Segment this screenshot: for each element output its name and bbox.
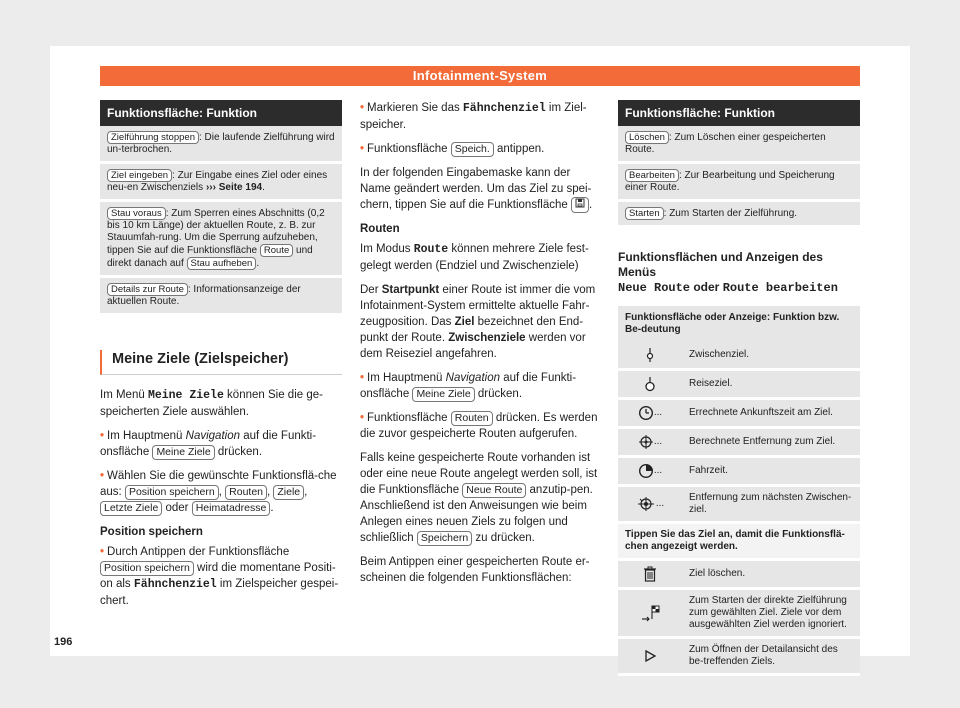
start-button-ref: Starten: [625, 207, 664, 220]
start-navigation-icon: [640, 608, 660, 619]
bullet-item: • Funktionsfläche Routen drücken. Es werden die zuvor gespeicherte Routen aufgerufen.: [360, 412, 598, 440]
waypoint-distance-icon: [636, 499, 656, 510]
table-row: [100, 163, 342, 201]
right-column: [618, 100, 860, 676]
edit-button-ref: Bearbeiten: [625, 169, 679, 182]
page-header: Infotainment-System: [100, 66, 860, 86]
table-row: Starten : Zum Starten der Zielführung.: [618, 201, 860, 227]
table-row: [618, 589, 860, 638]
route-button-ref: Route: [260, 244, 293, 257]
play-icon: [643, 651, 657, 662]
table-header: Funktionsfläche: Funktion: [100, 100, 342, 126]
timer-icon: [638, 466, 654, 477]
save-position-button-ref: Position speichern: [100, 561, 194, 576]
row-text: Zwischenziel.: [682, 342, 860, 370]
delete-button-ref: Löschen: [625, 131, 669, 144]
bullet-item: • Durch Antippen der Funktionsfläche Position speichern wird die momentane Positi-on als Fähnchenziel im Zielspeicher gespei-chert.: [100, 546, 339, 607]
ellipsis: ...: [653, 465, 663, 476]
enter-destination-button-ref: Ziel eingeben: [107, 169, 172, 182]
table-row: [618, 399, 860, 428]
ellipsis: ...: [655, 498, 665, 509]
row-text: : Zur Eingabe eines Ziel oder eines neu-en Zwischenziels: [107, 170, 328, 193]
routes-button-ref: Routen: [451, 411, 493, 426]
my-destinations-button-ref: Meine Ziele: [412, 387, 474, 402]
row-text: und direkt danach auf: [107, 245, 313, 269]
paragraph: Im Modus Route können mehrere Ziele fest-gelegt werden (Endziel und Zwischenziele): [360, 243, 589, 272]
stop-guidance-button-ref: Zielführung stoppen: [107, 131, 199, 144]
table-row: [618, 428, 860, 457]
table-row: [100, 277, 342, 315]
ellipsis: ...: [653, 436, 663, 447]
subheading: Routen: [360, 223, 400, 235]
row-text: .: [256, 258, 260, 269]
bullet-item: • Im Hauptmenü Navigation auf die Funkti-onsfläche Meine Ziele drücken.: [100, 430, 317, 458]
table-row: [100, 201, 342, 277]
row-text: : Informationsanzeige der aktuellen Route.: [107, 284, 301, 307]
destinations-button-ref: Ziele: [273, 485, 304, 500]
table-header: Funktionsfläche oder Anzeige: Funktion bzw. Be-deutung: [618, 306, 860, 342]
row-text: : Zum Sperren eines Abschnitts (0,2 bis 10 km Länge) der aktuellen Route, z. B. zur Stauumfah-rung. Um die Sperrung aufzuheben, tippen Sie auf die Funktionsfläche: [107, 208, 325, 256]
row-text: Fahrzeit.: [682, 457, 860, 486]
section-heading: Meine Ziele (Zielspeicher): [100, 350, 342, 375]
paragraph: In der folgenden Eingabemaske kann der Name geändert werden. Um das Ziel zu spei-chern, tippen Sie auf die Funktionsfläche .: [360, 167, 593, 211]
paragraph: Beim Antippen einer gespeicherten Route er-scheinen die folgenden Funktionsflächen:: [360, 556, 590, 584]
row-text: Errechnete Ankunftszeit am Ziel.: [682, 399, 860, 428]
function-table-right: [618, 100, 860, 228]
row-text: Entfernung zum nächsten Zwischen-ziel.: [682, 486, 860, 523]
left-column: [100, 100, 342, 617]
meine-ziele-text: [100, 387, 342, 609]
last-destinations-button-ref: Letzte Ziele: [100, 501, 162, 516]
trash-icon: [642, 569, 658, 580]
page-number: 196: [54, 636, 73, 648]
save-button-ref: Speichern: [417, 531, 472, 546]
middle-column: [360, 100, 602, 594]
table-row: [618, 342, 860, 370]
clock-icon: [638, 408, 654, 419]
table-header: Funktionsfläche: Funktion: [618, 100, 860, 126]
table-row: [618, 560, 860, 589]
row-text: : Die laufende Zielführung wird un-terbrochen.: [107, 132, 335, 155]
bullet-item: • Funktionsfläche Speich. antippen.: [360, 143, 545, 155]
paragraph: Der Startpunkt einer Route ist immer die vom Infotainment-System ermittelte aktuelle Fahr-zeugposition. Das Ziel bezeichnet den End-punkt der Route. Zwischenziele werden vor dem Reiseziel angefahren.: [360, 284, 596, 360]
row-text: Reiseziel.: [682, 370, 860, 399]
table-row: Bearbeiten : Zur Bearbeitung und Speicherung einer Route.: [618, 163, 860, 201]
row-text: .: [262, 182, 265, 193]
bullet-item: • Im Hauptmenü Navigation auf die Funkti-onsfläche Meine Ziele drücken.: [360, 372, 577, 400]
table-row: [618, 457, 860, 486]
route-details-button-ref: Details zur Route: [107, 283, 188, 296]
function-table-left: [100, 100, 342, 316]
paragraph: Im Menü Meine Ziele können Sie die ge-speicherten Ziele auswählen.: [100, 389, 323, 418]
bullet-item: • Wählen Sie die gewünschte Funktionsflä-che aus: Position speichern , Routen , Ziele , Letzte Ziele oder Heimatadresse .: [100, 470, 337, 514]
clear-traffic-button-ref: Stau aufheben: [187, 257, 257, 270]
table-subheader: Tippen Sie das Ziel an, damit die Funktionsflä-chen angezeigt werden.: [618, 523, 860, 560]
table-row: [618, 638, 860, 675]
home-address-button-ref: Heimatadresse: [192, 501, 271, 516]
table-row: [618, 370, 860, 399]
subheading: Position speichern: [100, 526, 203, 538]
row-text: Berechnete Entfernung zum Ziel.: [682, 428, 860, 457]
icons-table: [618, 306, 860, 676]
destination-icon: [643, 379, 657, 390]
save-position-button-ref: Position speichern: [125, 485, 219, 500]
table-row: [100, 126, 342, 163]
ellipsis: ...: [653, 407, 663, 418]
row-text: Ziel löschen.: [682, 560, 860, 589]
row-text: Zum Öffnen der Detailansicht des be-treffenden Ziels.: [682, 638, 860, 675]
icons-section-title: Funktionsflächen und Anzeigen des Menüs Neue Route oder Route bearbeiten: [618, 250, 838, 295]
bullet-item: • Markieren Sie das Fähnchenziel im Ziel-speicher.: [360, 102, 587, 131]
save-icon: [571, 197, 589, 213]
new-route-button-ref: Neue Route: [462, 483, 526, 498]
my-destinations-button-ref: Meine Ziele: [152, 445, 214, 460]
table-row: Löschen : Zum Löschen einer gespeicherten Route.: [618, 126, 860, 163]
waypoint-icon: [644, 350, 656, 361]
distance-icon: [638, 437, 654, 448]
paragraph: Falls keine gespeicherte Route vorhanden ist oder eine neue Route angelegt werden soll, ist die Funktionsfläche Neue Route anzutip-pen. Anschließend ist den Anweisungen wie beim Anlegen eines neuen Ziels zu folgen und schließlich Speichern zu drücken.: [360, 452, 598, 544]
traffic-ahead-button-ref: Stau voraus: [107, 207, 166, 220]
save-button-ref: Speich.: [451, 142, 494, 157]
routes-button-ref: Routen: [225, 485, 267, 500]
table-row: [618, 486, 860, 523]
row-text: Zum Starten der direkte Zielführung zum gewählten Ziel. Ziele vor dem ausgewählten Ziel werden ignoriert.: [682, 589, 860, 638]
page-reference-link[interactable]: ››› Seite 194: [205, 182, 263, 193]
